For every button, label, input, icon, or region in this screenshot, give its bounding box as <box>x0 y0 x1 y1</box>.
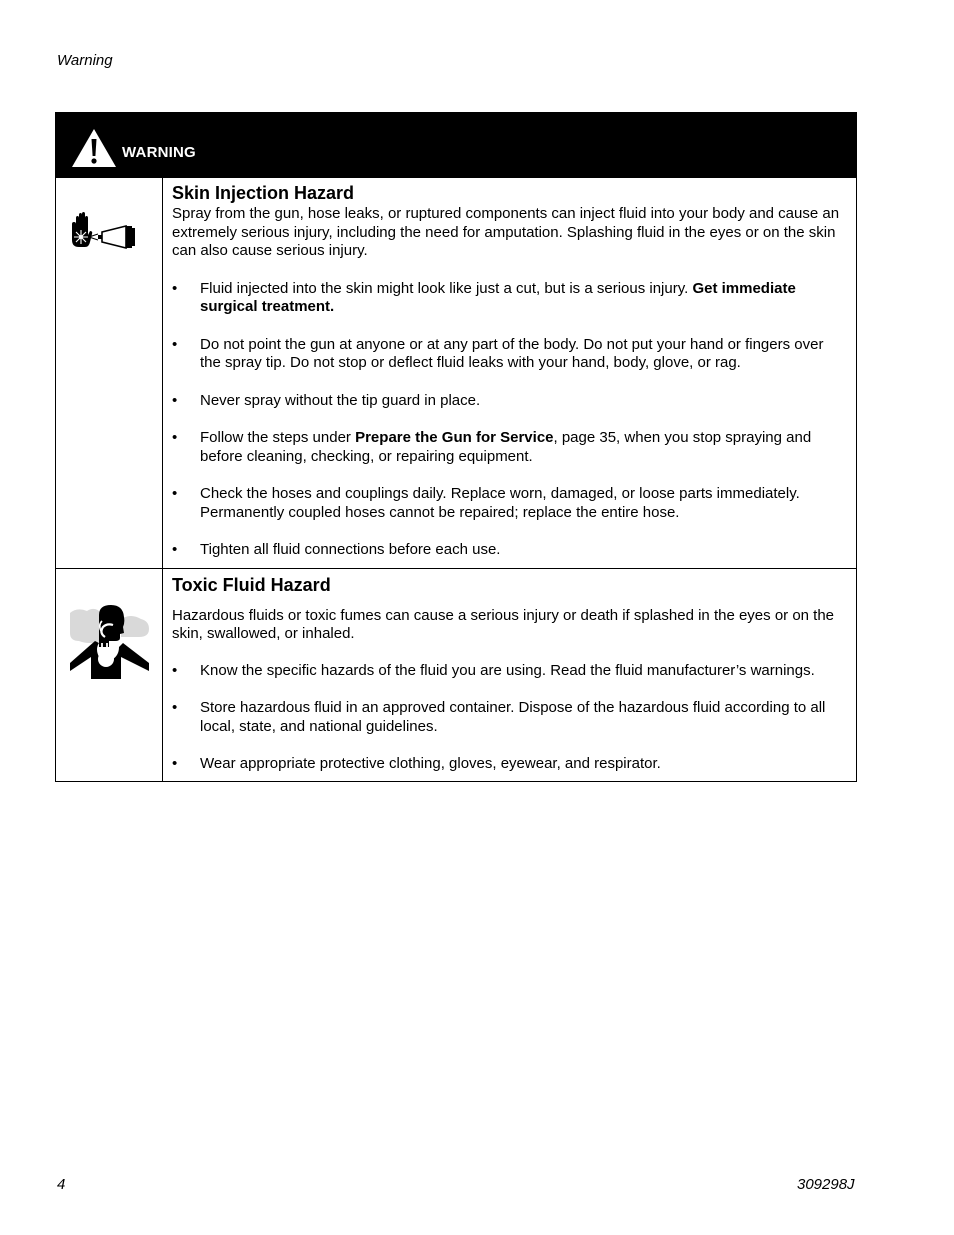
toxic-fumes-icon <box>69 603 153 679</box>
hazard-icon-cell <box>56 569 163 781</box>
list-item: • Follow the steps under Prepare the Gun for Service, page 35, when you stop spraying and before cleaning, checking, or repairing equipment. <box>172 429 812 465</box>
list-item: • Store hazardous fluid in an approved container. Dispose of the hazardous fluid according to all local, state, and national guidelines. <box>172 699 826 735</box>
list-item: • Fluid injected into the skin might look like just a cut, but is a serious injury. Get immediate surgical treatment. <box>172 279 796 315</box>
running-head: Warning <box>57 52 113 69</box>
list-item: • Wear appropriate protective clothing, gloves, eyewear, and respirator. <box>172 755 661 772</box>
warning-triangle-icon <box>70 127 118 169</box>
hazard-title: Skin Injection Hazard <box>172 183 355 203</box>
hazard-icon-cell <box>56 178 163 568</box>
document-number: 309298J <box>797 1176 855 1193</box>
hazard-title: Toxic Fluid Hazard <box>172 574 331 595</box>
page-number: 4 <box>57 1176 66 1193</box>
warning-label: WARNING <box>122 143 196 161</box>
hazard-description: Spray from the gun, hose leaks, or ruptured components can inject fluid into your body and cause an extremely serious injury, including the need for amputation. Splashing fluid in the eyes or on the skin can also cause serious injury. <box>172 205 840 259</box>
hazard-row-skin-injection <box>56 177 856 568</box>
hazard-row-toxic-fluid <box>56 568 856 781</box>
hazard-text-cell <box>163 178 856 568</box>
hazard-bullet-list <box>172 662 846 774</box>
warning-table <box>55 112 857 782</box>
hazard-description: Hazardous fluids or toxic fumes can cause a serious injury or death if splashed in the eyes or on the skin, swallowed, or inhaled. <box>172 606 835 642</box>
warning-header <box>56 113 856 177</box>
list-item: • Know the specific hazards of the fluid you are using. Read the fluid manufacturer’s warnings. <box>172 661 815 679</box>
skin-injection-icon <box>70 210 152 250</box>
hazard-text-cell <box>163 569 856 781</box>
list-item: • Do not point the gun at anyone or at any part of the body. Do not put your hand or fingers over the spray tip. Do not stop or deflect fluid leaks with your hand, body, glove, or rag. <box>172 335 824 371</box>
list-item: • Never spray without the tip guard in place. <box>172 391 481 409</box>
list-item: • Check the hoses and couplings daily. Replace worn, damaged, or loose parts immediately. Permanently coupled hoses cannot be repaired; replace the entire hose. <box>172 485 800 521</box>
hazard-bullet-list <box>172 280 846 560</box>
list-item: • Tighten all fluid connections before each use. <box>172 541 501 558</box>
